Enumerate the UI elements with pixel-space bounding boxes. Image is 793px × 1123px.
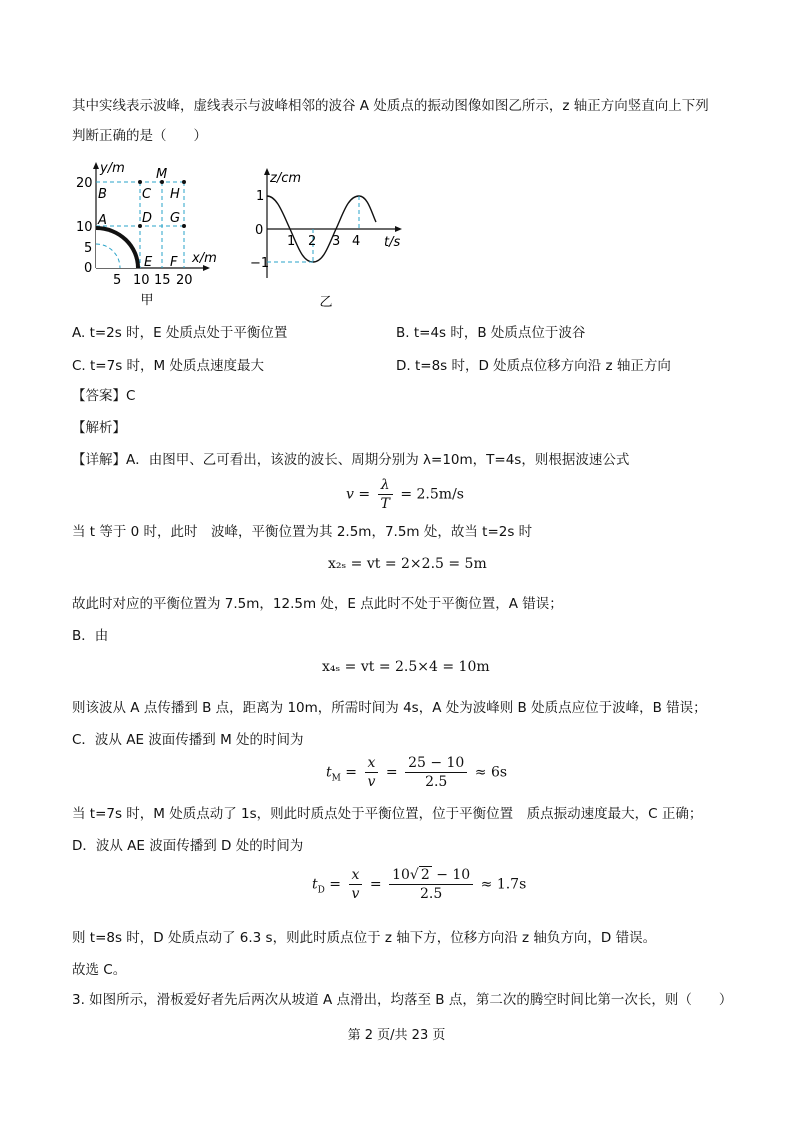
formula-x2s: x₂ₛ = vt = 2×2.5 = 5m — [328, 556, 487, 572]
yi-x-tick: 2 — [308, 234, 317, 249]
option-d[interactable]: D. t=8s 时，D 处质点位移方向沿 z 轴正方向 — [396, 358, 671, 374]
explain-p9: 则 t=8s 时，D 处质点动了 6.3 s，则此时质点位于 z 轴下方，位移方向沿 z 轴负方向，D 错误。 — [72, 930, 657, 946]
yi-x-tick: 1 — [287, 234, 296, 249]
figure-yi — [250, 166, 410, 312]
jia-x-tick: 10 — [133, 273, 150, 288]
explain-p2: 当 t 等于 0 时，此时 波峰，平衡位置为其 2.5m，7.5m 处，故当 t=2s 时 — [72, 524, 533, 540]
yi-x-tick: 3 — [332, 234, 341, 249]
option-b[interactable]: B. t=4s 时，B 处质点位于波谷 — [396, 325, 586, 341]
formula-x4s: x₄ₛ = vt = 2.5×4 = 10m — [322, 659, 490, 675]
jia-y-tick: 0 — [84, 261, 93, 276]
question-stem-line-1: 其中实线表示波峰，虚线表示与波峰相邻的波谷 A 处质点的振动图像如图乙所示，z 轴正方向竖直向上下列 — [72, 98, 709, 114]
point-label-d: D — [142, 211, 153, 226]
explain-p10: 故选 C。 — [72, 962, 127, 978]
yi-y-tick: 0 — [255, 223, 264, 238]
point-label-b: B — [98, 187, 107, 202]
point-label-f: F — [170, 255, 178, 270]
jia-y-axis-label: y/m — [100, 161, 125, 176]
explain-p7: 当 t=7s 时，M 处质点动了 1s，则此时质点处于平衡位置，位于平衡位置 质点振动速度最大，C 正确； — [72, 806, 703, 822]
explain-p1: 【详解】A．由图甲、乙可看出，该波的波长、周期分别为 λ=10m，T=4s，则根据波速公式 — [72, 452, 630, 468]
yi-x-tick: 4 — [352, 234, 361, 249]
point-label-c: C — [142, 187, 152, 202]
jia-x-tick: 20 — [176, 273, 193, 288]
answer: 【答案】C — [72, 388, 136, 404]
jia-caption: 甲 — [140, 293, 154, 308]
question-stem-line-2: 判断正确的是（ ） — [72, 128, 207, 144]
jia-x-tick: 5 — [113, 273, 122, 288]
point-label-g: G — [170, 211, 181, 226]
point-label-h: H — [170, 187, 180, 202]
jia-x-axis-label: x/m — [192, 251, 217, 266]
yi-x-axis-label: t/s — [384, 235, 401, 250]
jia-y-tick: 20 — [76, 176, 93, 191]
point-label-m: M — [156, 167, 168, 182]
formula-tm: $t_M$ = $\frac{x}{v}$ = $\frac{25 - 10}{2.5}$ ≈ 6s — [326, 755, 508, 790]
analysis-title: 【解析】 — [72, 420, 126, 436]
formula-td: $t_D$ = $\frac{x}{v}$ = $\frac{10√ 2 - 10}{2.5}$ ≈ 1.7s — [312, 867, 527, 902]
explain-p8: D．波从 AE 波面传播到 D 处的时间为 — [72, 838, 304, 854]
jia-y-tick: 10 — [76, 220, 93, 235]
option-c[interactable]: C. t=7s 时，M 处质点速度最大 — [72, 358, 264, 374]
formula-wave-speed: v = $\frac{\lambda}{T}$ = 2.5m/s — [346, 477, 464, 512]
point-label-a: A — [98, 213, 107, 228]
explain-p3: 故此时对应的平衡位置为 7.5m，12.5m 处，E 点此时不处于平衡位置，A 错误； — [72, 596, 563, 612]
explain-p4: B．由 — [72, 628, 109, 644]
point-label-e: E — [144, 255, 153, 270]
explain-p6: C．波从 AE 波面传播到 M 处的时间为 — [72, 732, 304, 748]
yi-caption: 乙 — [319, 295, 333, 310]
page-footer: 第 2 页/共 23 页 — [347, 1028, 446, 1043]
jia-y-tick: 5 — [84, 241, 93, 256]
yi-y-axis-label: z/cm — [270, 171, 302, 186]
explain-p5: 则该波从 A 点传播到 B 点，距离为 10m，所需时间为 4s，A 处为波峰则 B 处质点应位于波峰，B 错误； — [72, 700, 707, 716]
next-question: 3. 如图所示，滑板爱好者先后两次从坡道 A 点滑出，均落至 B 点，第二次的腾空时间比第一次长，则（ ） — [72, 992, 733, 1008]
jia-x-tick: 15 — [154, 273, 171, 288]
yi-y-tick: 1 — [256, 189, 265, 204]
option-a[interactable]: A. t=2s 时，E 处质点处于平衡位置 — [72, 325, 288, 341]
yi-y-tick: −1 — [250, 256, 270, 271]
figure-jia — [72, 158, 222, 310]
